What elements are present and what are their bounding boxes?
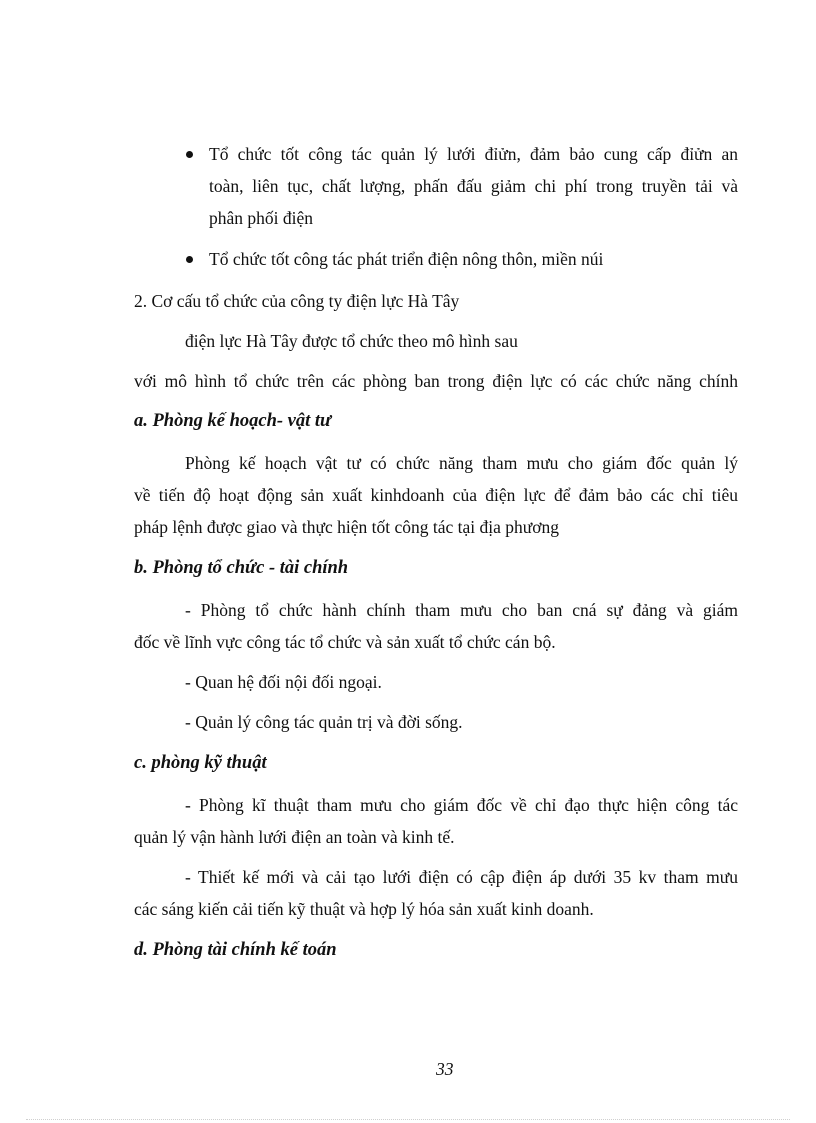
bullet-icon <box>186 151 193 158</box>
dept-b-p3: - Quản lý công tác quản trị và đời sống. <box>185 712 463 732</box>
dept-b-p1-line-2: đốc về lĩnh vực công tác tổ chức và sản xuất tổ chức cán bộ. <box>134 632 556 652</box>
dept-b-heading: b. Phòng tổ chức - tài chính <box>134 558 349 578</box>
dept-a-p1-line-1: Phòng kế hoạch vật tư có chức năng tham mưu cho giám đốc quản lý <box>185 453 738 473</box>
dept-c-p1-line-2: quản lý vận hành lưới điện an toàn và kinh tế. <box>134 827 455 847</box>
bullet-icon <box>186 256 193 263</box>
dept-c-heading: c. phòng kỹ thuật <box>134 753 267 773</box>
dept-c-p2-line-1: - Thiết kế mới và cải tạo lưới điện có cập điện áp dưới 35 kv tham mưu <box>185 867 738 887</box>
section-2-summary: với mô hình tổ chức trên các phòng ban trong điện lực có các chức năng chính <box>134 371 738 391</box>
dept-d-heading: d. Phòng tài chính kế toán <box>134 940 337 960</box>
bullet-1-line-3: phân phối điện <box>209 208 314 228</box>
bullet-1-line-2: toàn, liên tục, chất lượng, phấn đấu giảm chi phí trong truyền tải và <box>209 176 738 196</box>
section-2-intro: điện lực Hà Tây được tổ chức theo mô hình sau <box>185 331 518 351</box>
dept-b-p1-line-1: - Phòng tổ chức hành chính tham mưu cho ban cná sự đảng và giám <box>185 600 738 620</box>
bullet-1-line-1: Tổ chức tốt công tác quản lý lưới đỉửn, đảm bảo cung cấp đỉửn an <box>209 144 738 164</box>
section-2-heading: 2. Cơ cấu tổ chức của công ty điện lực Hà Tây <box>134 291 460 311</box>
footer-divider <box>26 1119 790 1120</box>
bullet-2-line-1: Tổ chức tốt công tác phát triển điện nông thôn, miền núi <box>209 249 604 269</box>
dept-a-p1-line-3: pháp lệnh được giao và thực hiện tốt công tác tại địa phương <box>134 517 560 537</box>
dept-c-p1-line-1: - Phòng kĩ thuật tham mưu cho giám đốc về chỉ đạo thực hiện công tác <box>185 795 738 815</box>
dept-c-p2-line-2: các sáng kiến cải tiến kỹ thuật và hợp lý hóa sản xuất kinh doanh. <box>134 899 594 919</box>
dept-b-p2: - Quan hệ đối nội đối ngoại. <box>185 672 382 692</box>
dept-a-heading: a. Phòng kế hoạch- vật tư <box>134 411 332 431</box>
page-number: 33 <box>436 1059 454 1079</box>
dept-a-p1-line-2: về tiến độ hoạt động sản xuất kinhdoanh của điện lực để đảm bảo các chỉ tiêu <box>134 485 738 505</box>
